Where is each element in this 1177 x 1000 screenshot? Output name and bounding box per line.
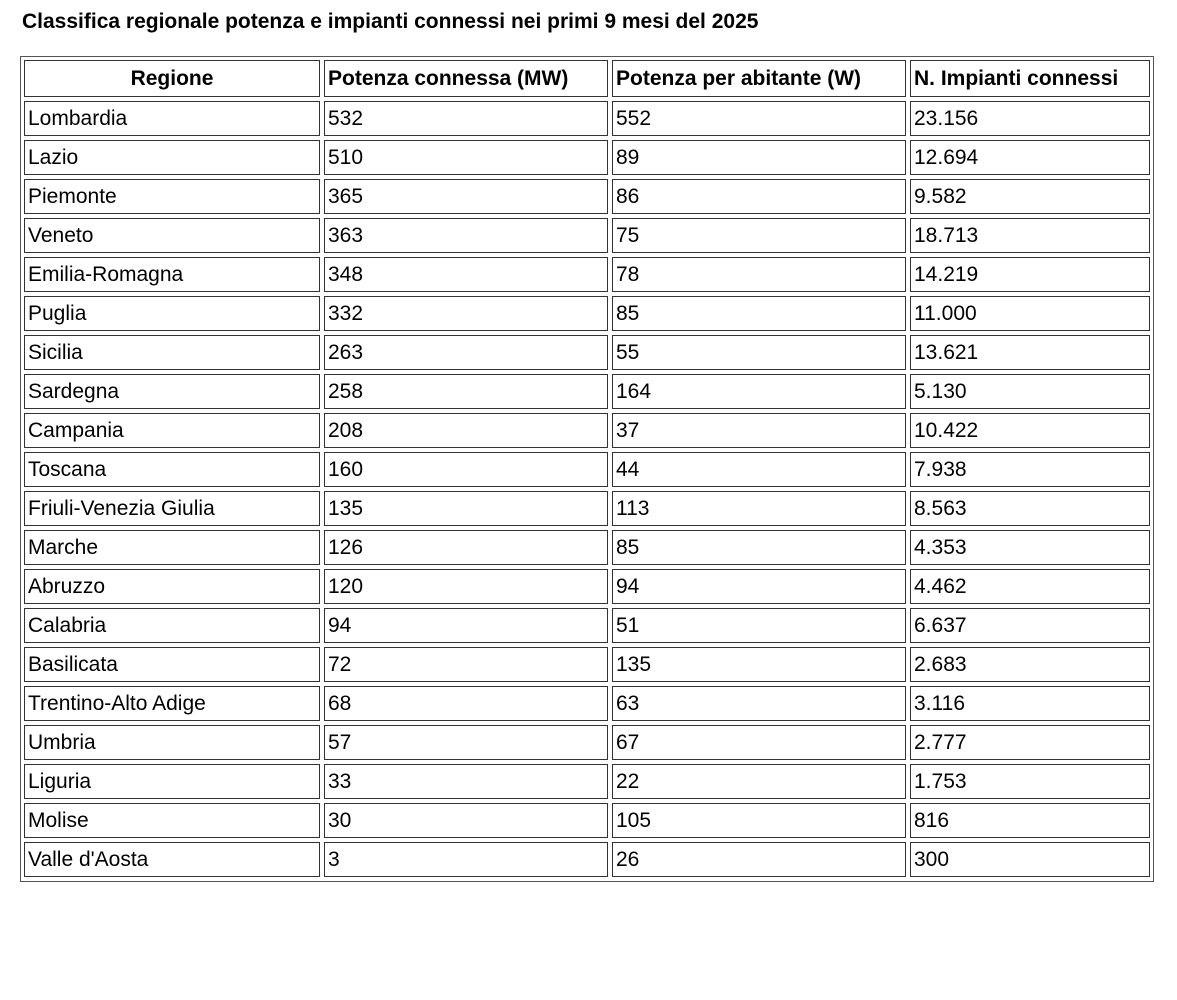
cell-regione: Marche bbox=[24, 530, 320, 565]
table-row bbox=[24, 179, 1150, 214]
table-row bbox=[24, 140, 1150, 175]
table-row bbox=[24, 491, 1150, 526]
cell-potenza-per-abitante: 86 bbox=[612, 179, 906, 214]
cell-potenza-connessa: 208 bbox=[324, 413, 608, 448]
cell-impianti-connessi: 8.563 bbox=[910, 491, 1150, 526]
cell-impianti-connessi: 1.753 bbox=[910, 764, 1150, 799]
column-header-impianti-connessi: N. Impianti connessi bbox=[910, 60, 1150, 97]
cell-potenza-per-abitante: 75 bbox=[612, 218, 906, 253]
cell-potenza-per-abitante: 51 bbox=[612, 608, 906, 643]
table-row bbox=[24, 647, 1150, 682]
cell-potenza-connessa: 126 bbox=[324, 530, 608, 565]
column-header-regione: Regione bbox=[24, 60, 320, 97]
cell-potenza-connessa: 68 bbox=[324, 686, 608, 721]
table-row bbox=[24, 608, 1150, 643]
cell-impianti-connessi: 4.353 bbox=[910, 530, 1150, 565]
table-header-row bbox=[24, 60, 1150, 97]
table-row bbox=[24, 374, 1150, 409]
data-table bbox=[20, 56, 1154, 881]
cell-impianti-connessi: 3.116 bbox=[910, 686, 1150, 721]
table-row bbox=[24, 335, 1150, 370]
cell-impianti-connessi: 10.422 bbox=[910, 413, 1150, 448]
cell-impianti-connessi: 4.462 bbox=[910, 569, 1150, 604]
cell-potenza-per-abitante: 37 bbox=[612, 413, 906, 448]
column-header-potenza-per-abitante: Potenza per abitante (W) bbox=[612, 60, 906, 97]
column-header-potenza-connessa: Potenza connessa (MW) bbox=[324, 60, 608, 97]
cell-impianti-connessi: 6.637 bbox=[910, 608, 1150, 643]
data-table-container bbox=[20, 56, 1154, 882]
cell-impianti-connessi: 7.938 bbox=[910, 452, 1150, 487]
cell-potenza-connessa: 365 bbox=[324, 179, 608, 214]
cell-regione: Calabria bbox=[24, 608, 320, 643]
cell-regione: Campania bbox=[24, 413, 320, 448]
table-row bbox=[24, 257, 1150, 292]
cell-potenza-connessa: 348 bbox=[324, 257, 608, 292]
cell-potenza-per-abitante: 22 bbox=[612, 764, 906, 799]
table-row bbox=[24, 764, 1150, 799]
cell-potenza-per-abitante: 135 bbox=[612, 647, 906, 682]
cell-potenza-per-abitante: 85 bbox=[612, 530, 906, 565]
table-row bbox=[24, 842, 1150, 877]
table-row bbox=[24, 452, 1150, 487]
cell-potenza-per-abitante: 164 bbox=[612, 374, 906, 409]
cell-regione: Liguria bbox=[24, 764, 320, 799]
cell-regione: Sardegna bbox=[24, 374, 320, 409]
cell-regione: Veneto bbox=[24, 218, 320, 253]
table-row bbox=[24, 296, 1150, 331]
cell-potenza-per-abitante: 67 bbox=[612, 725, 906, 760]
table-body bbox=[24, 101, 1150, 877]
cell-potenza-connessa: 30 bbox=[324, 803, 608, 838]
cell-impianti-connessi: 13.621 bbox=[910, 335, 1150, 370]
cell-potenza-per-abitante: 113 bbox=[612, 491, 906, 526]
cell-regione: Emilia-Romagna bbox=[24, 257, 320, 292]
cell-potenza-connessa: 160 bbox=[324, 452, 608, 487]
table-row bbox=[24, 725, 1150, 760]
cell-potenza-per-abitante: 94 bbox=[612, 569, 906, 604]
page-title: Classifica regionale potenza e impianti connessi nei primi 9 mesi del 2025 bbox=[22, 10, 759, 33]
cell-potenza-connessa: 510 bbox=[324, 140, 608, 175]
cell-potenza-connessa: 94 bbox=[324, 608, 608, 643]
cell-potenza-per-abitante: 89 bbox=[612, 140, 906, 175]
cell-impianti-connessi: 816 bbox=[910, 803, 1150, 838]
cell-regione: Lazio bbox=[24, 140, 320, 175]
cell-potenza-per-abitante: 44 bbox=[612, 452, 906, 487]
table-row bbox=[24, 530, 1150, 565]
cell-potenza-connessa: 258 bbox=[324, 374, 608, 409]
cell-impianti-connessi: 11.000 bbox=[910, 296, 1150, 331]
table-row bbox=[24, 569, 1150, 604]
cell-impianti-connessi: 5.130 bbox=[910, 374, 1150, 409]
cell-regione: Abruzzo bbox=[24, 569, 320, 604]
cell-potenza-connessa: 57 bbox=[324, 725, 608, 760]
table-row bbox=[24, 686, 1150, 721]
cell-regione: Basilicata bbox=[24, 647, 320, 682]
cell-regione: Friuli-Venezia Giulia bbox=[24, 491, 320, 526]
cell-potenza-connessa: 33 bbox=[324, 764, 608, 799]
cell-potenza-connessa: 532 bbox=[324, 101, 608, 136]
cell-potenza-connessa: 120 bbox=[324, 569, 608, 604]
cell-impianti-connessi: 18.713 bbox=[910, 218, 1150, 253]
cell-regione: Piemonte bbox=[24, 179, 320, 214]
cell-potenza-connessa: 332 bbox=[324, 296, 608, 331]
cell-potenza-per-abitante: 55 bbox=[612, 335, 906, 370]
table-row bbox=[24, 413, 1150, 448]
cell-impianti-connessi: 2.683 bbox=[910, 647, 1150, 682]
cell-potenza-connessa: 3 bbox=[324, 842, 608, 877]
cell-potenza-connessa: 135 bbox=[324, 491, 608, 526]
cell-potenza-per-abitante: 78 bbox=[612, 257, 906, 292]
cell-impianti-connessi: 300 bbox=[910, 842, 1150, 877]
table-row bbox=[24, 803, 1150, 838]
cell-impianti-connessi: 12.694 bbox=[910, 140, 1150, 175]
cell-potenza-per-abitante: 85 bbox=[612, 296, 906, 331]
cell-regione: Toscana bbox=[24, 452, 320, 487]
cell-regione: Trentino-Alto Adige bbox=[24, 686, 320, 721]
cell-regione: Lombardia bbox=[24, 101, 320, 136]
table-row bbox=[24, 218, 1150, 253]
cell-regione: Valle d'Aosta bbox=[24, 842, 320, 877]
cell-potenza-per-abitante: 26 bbox=[612, 842, 906, 877]
cell-regione: Sicilia bbox=[24, 335, 320, 370]
cell-potenza-connessa: 363 bbox=[324, 218, 608, 253]
cell-impianti-connessi: 2.777 bbox=[910, 725, 1150, 760]
cell-potenza-connessa: 72 bbox=[324, 647, 608, 682]
cell-potenza-per-abitante: 552 bbox=[612, 101, 906, 136]
cell-potenza-connessa: 263 bbox=[324, 335, 608, 370]
cell-regione: Puglia bbox=[24, 296, 320, 331]
table-row bbox=[24, 101, 1150, 136]
cell-impianti-connessi: 23.156 bbox=[910, 101, 1150, 136]
cell-regione: Umbria bbox=[24, 725, 320, 760]
cell-regione: Molise bbox=[24, 803, 320, 838]
cell-impianti-connessi: 14.219 bbox=[910, 257, 1150, 292]
cell-potenza-per-abitante: 105 bbox=[612, 803, 906, 838]
cell-impianti-connessi: 9.582 bbox=[910, 179, 1150, 214]
cell-potenza-per-abitante: 63 bbox=[612, 686, 906, 721]
